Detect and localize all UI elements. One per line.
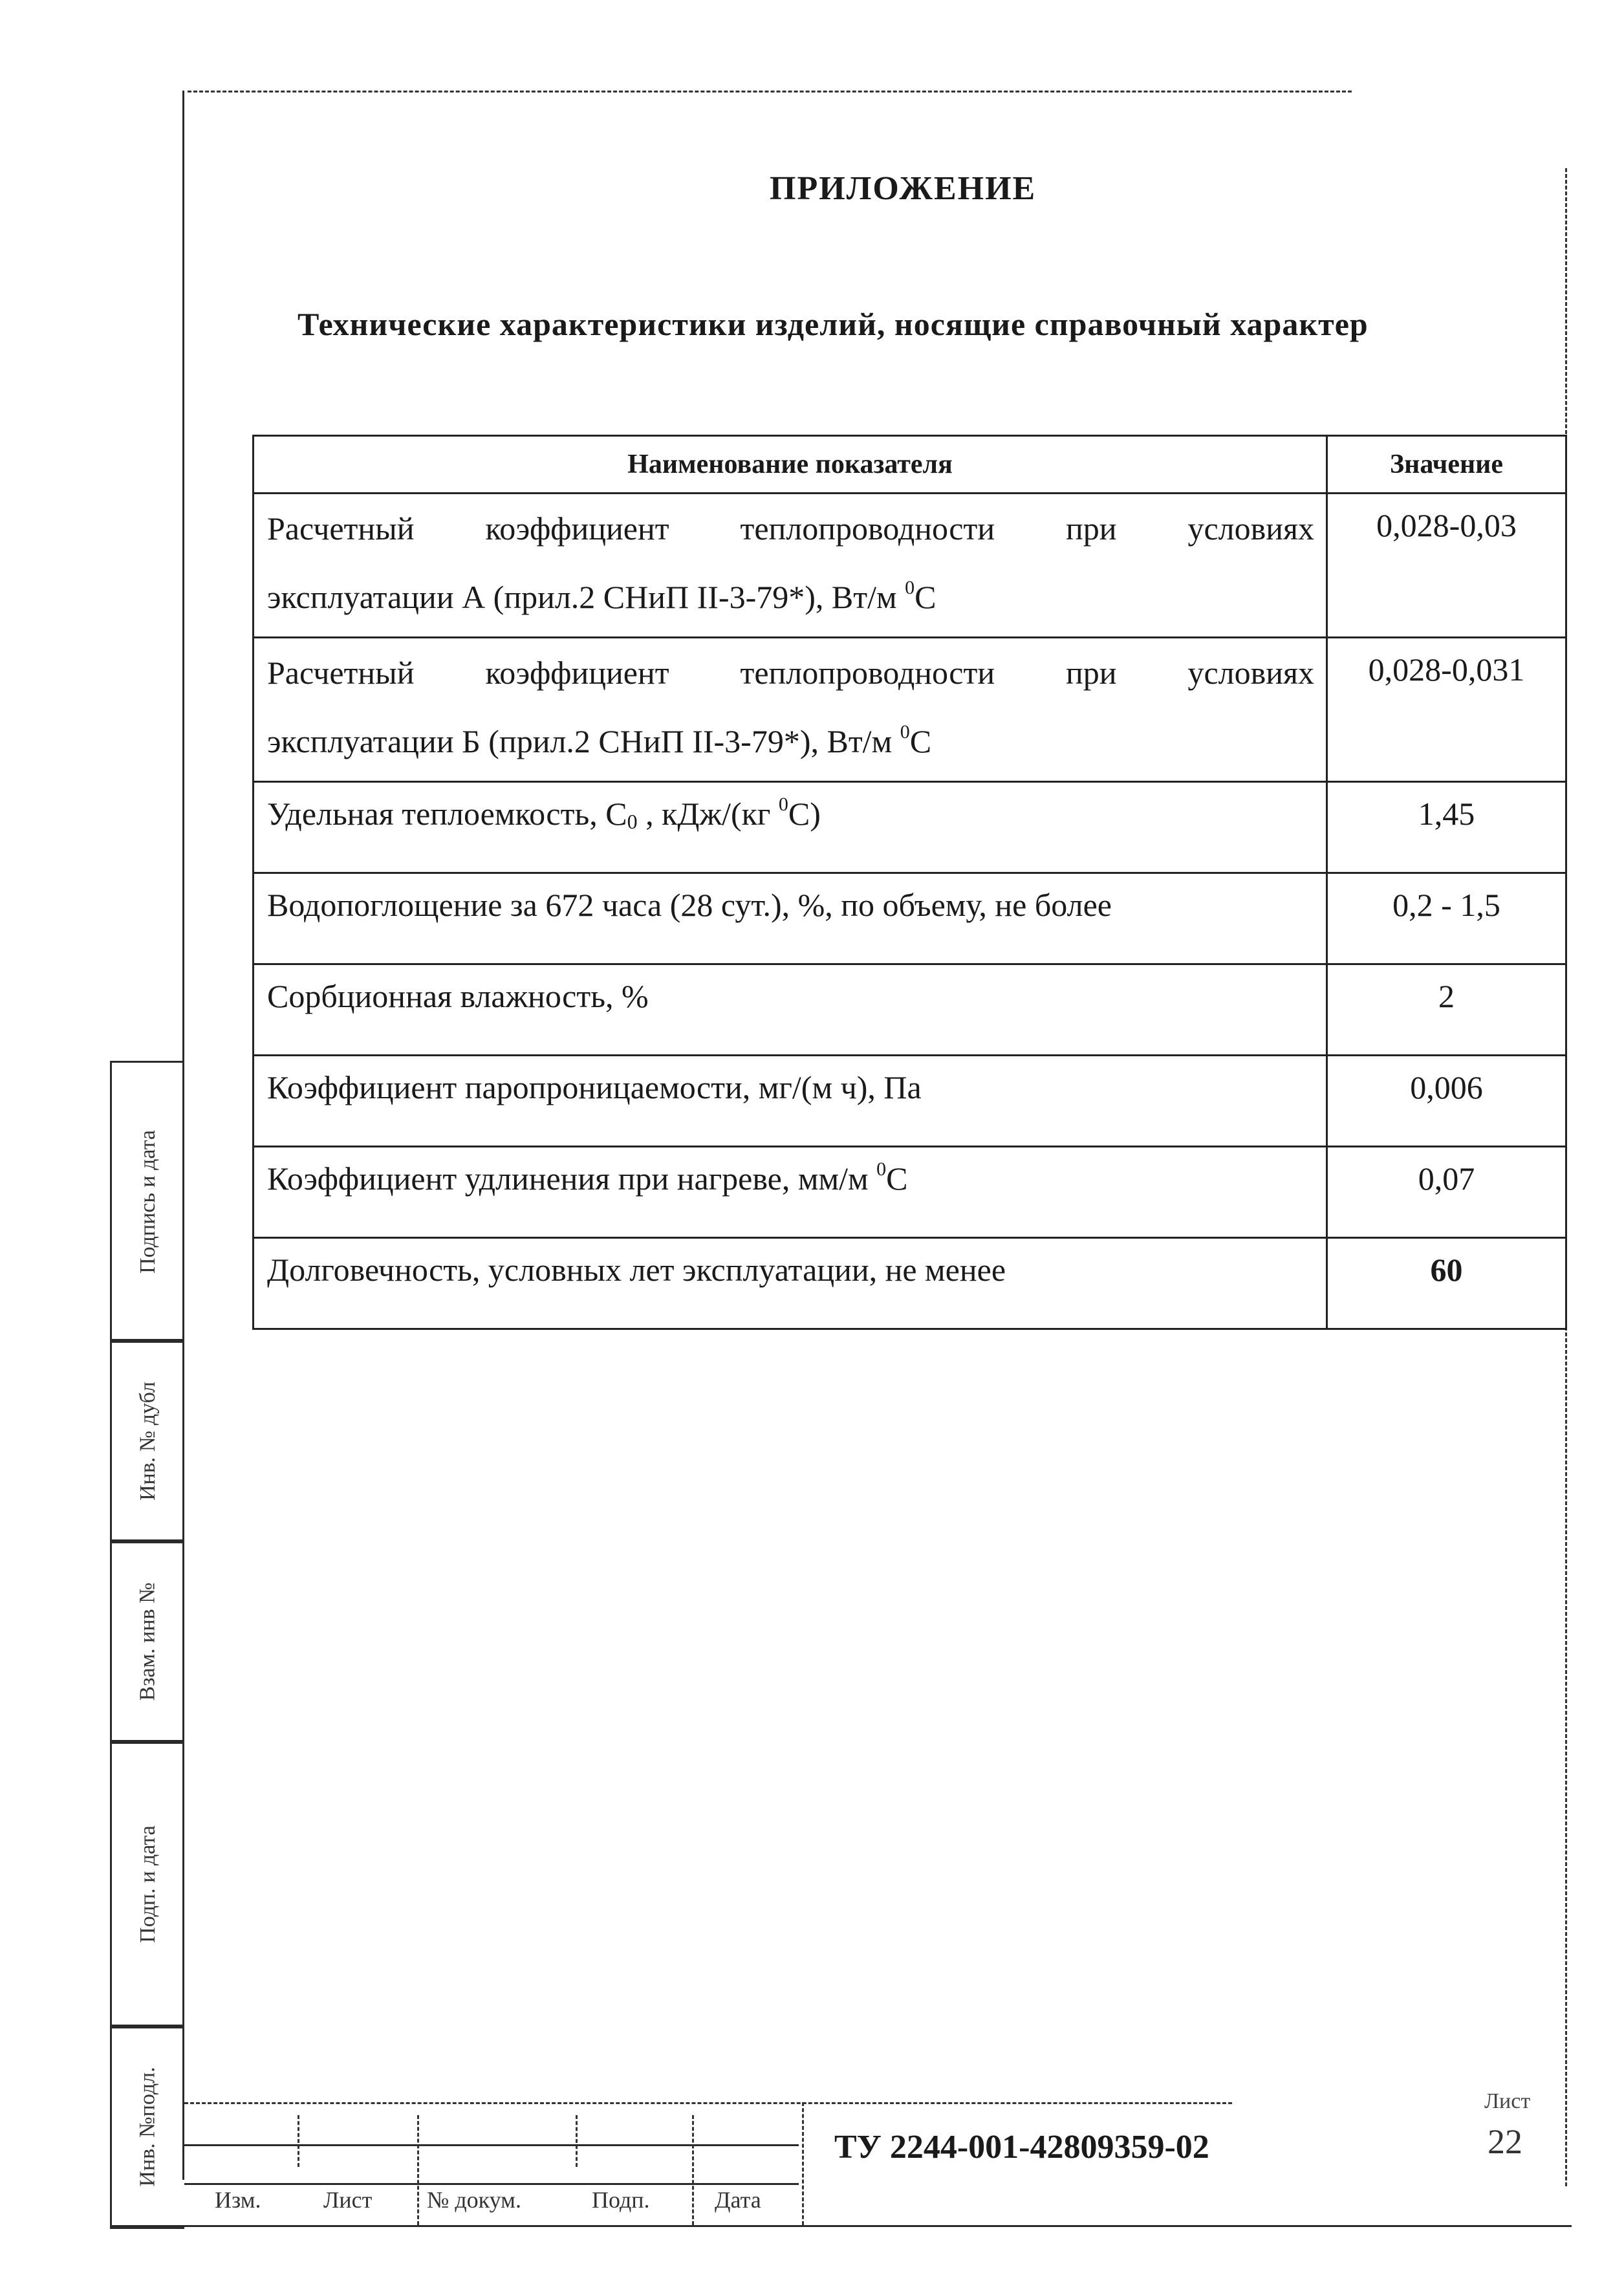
table-row xyxy=(254,1056,1566,1147)
row-value: 0,2 - 1,5 xyxy=(1327,873,1566,964)
title-block-col-2 xyxy=(417,2115,419,2225)
row-name-line1: Расчетный коэффициент теплопроводности при условиях xyxy=(267,655,1314,691)
side-label-sign-date: Подпись и дата xyxy=(136,1130,160,1274)
row-value: 2 xyxy=(1327,964,1566,1056)
side-stamp-vzam-inv xyxy=(110,1539,184,1744)
row-name: Коэффициент паропроницаемости, мг/(м ч), Па xyxy=(254,1056,1327,1147)
side-label-vzam-inv: Взам. инв № xyxy=(136,1582,160,1701)
row-name xyxy=(254,638,1327,782)
row-text: Удельная теплоемкость, С xyxy=(267,796,627,832)
row-name: Водопоглощение за 672 часа (28 сут.), %, по объему, не более xyxy=(254,873,1327,964)
page-heading: ПРИЛОЖЕНИЕ xyxy=(770,170,1037,207)
subscript: 0 xyxy=(627,810,638,833)
row-value: 0,028-0,03 xyxy=(1327,494,1566,638)
table-row xyxy=(254,873,1566,964)
title-block-top-line xyxy=(184,2102,1232,2104)
frame-bottom-line xyxy=(110,2225,1572,2227)
unit-tail: С) xyxy=(788,796,821,832)
row-name-line2: эксплуатации Б (прил.2 СНиП II-3-79*), Вт/м xyxy=(267,723,893,759)
title-block-row-line xyxy=(184,2144,799,2146)
row-text: Коэффициент удлинения при нагреве, мм/м xyxy=(267,1160,877,1197)
row-value: 0,006 xyxy=(1327,1056,1566,1147)
header-value: Значение xyxy=(1327,436,1566,494)
row-value: 1,45 xyxy=(1327,782,1566,873)
title-block-col-4 xyxy=(692,2115,694,2225)
title-block-row-line-2 xyxy=(184,2183,799,2185)
degree-sup: 0 xyxy=(905,577,915,598)
title-col-date: Дата xyxy=(715,2187,761,2213)
unit-tail: С xyxy=(886,1160,908,1197)
title-block-col-3 xyxy=(576,2115,578,2167)
side-stamp-sign-date xyxy=(110,1061,184,1343)
side-label-inv-orig: Инв. №подл. xyxy=(136,2067,160,2187)
side-stamp-inv-orig xyxy=(110,2025,184,2229)
frame-top-line xyxy=(188,91,1352,92)
header-name: Наименование показателя xyxy=(254,436,1327,494)
title-block-col-5 xyxy=(802,2102,804,2225)
table-row xyxy=(254,1238,1566,1329)
row-name-line1: Расчетный коэффициент теплопроводности при условиях xyxy=(267,510,1314,547)
title-col-doc: № докум. xyxy=(427,2187,521,2213)
row-name: Долговечность, условных лет эксплуатации, не менее xyxy=(254,1238,1327,1329)
side-stamp-podp-date xyxy=(110,1740,184,2028)
document-code: ТУ 2244-001-42809359-02 xyxy=(834,2129,1209,2166)
row-value: 0,07 xyxy=(1327,1147,1566,1238)
row-value: 60 xyxy=(1327,1238,1566,1329)
table-header-row xyxy=(254,436,1566,494)
side-stamp-inv-dup xyxy=(110,1339,184,1543)
sheet-label: Лист xyxy=(1484,2089,1531,2113)
side-label-inv-dup: Инв. № дубл xyxy=(136,1381,160,1501)
row-value: 0,028-0,031 xyxy=(1327,638,1566,782)
side-label-podp-date: Подп. и дата xyxy=(136,1825,160,1943)
page-subheading: Технические характеристики изделий, носящие справочный характер xyxy=(298,306,1369,342)
row-name: Сорбционная влажность, % xyxy=(254,964,1327,1056)
row-name xyxy=(254,494,1327,638)
title-col-podp: Подп. xyxy=(592,2187,650,2213)
sheet-number: 22 xyxy=(1488,2122,1522,2161)
unit-tail: С xyxy=(909,723,932,759)
degree-sup: 0 xyxy=(778,794,788,815)
row-text2: , кДж/(кг xyxy=(637,796,779,832)
title-col-list: Лист xyxy=(323,2187,373,2213)
row-name xyxy=(254,1147,1327,1238)
row-name xyxy=(254,782,1327,873)
row-name-line2: эксплуатации А (прил.2 СНиП II-3-79*), Вт/м xyxy=(267,579,897,615)
table-row xyxy=(254,782,1566,873)
title-col-izm: Изм. xyxy=(215,2187,261,2213)
title-block-col-1 xyxy=(298,2115,299,2167)
table-row xyxy=(254,638,1566,782)
spec-table xyxy=(252,435,1567,1330)
degree-sup: 0 xyxy=(900,721,910,743)
unit-tail: С xyxy=(915,579,937,615)
table-row xyxy=(254,494,1566,638)
degree-sup: 0 xyxy=(876,1158,887,1180)
table-row xyxy=(254,1147,1566,1238)
table-row xyxy=(254,964,1566,1056)
